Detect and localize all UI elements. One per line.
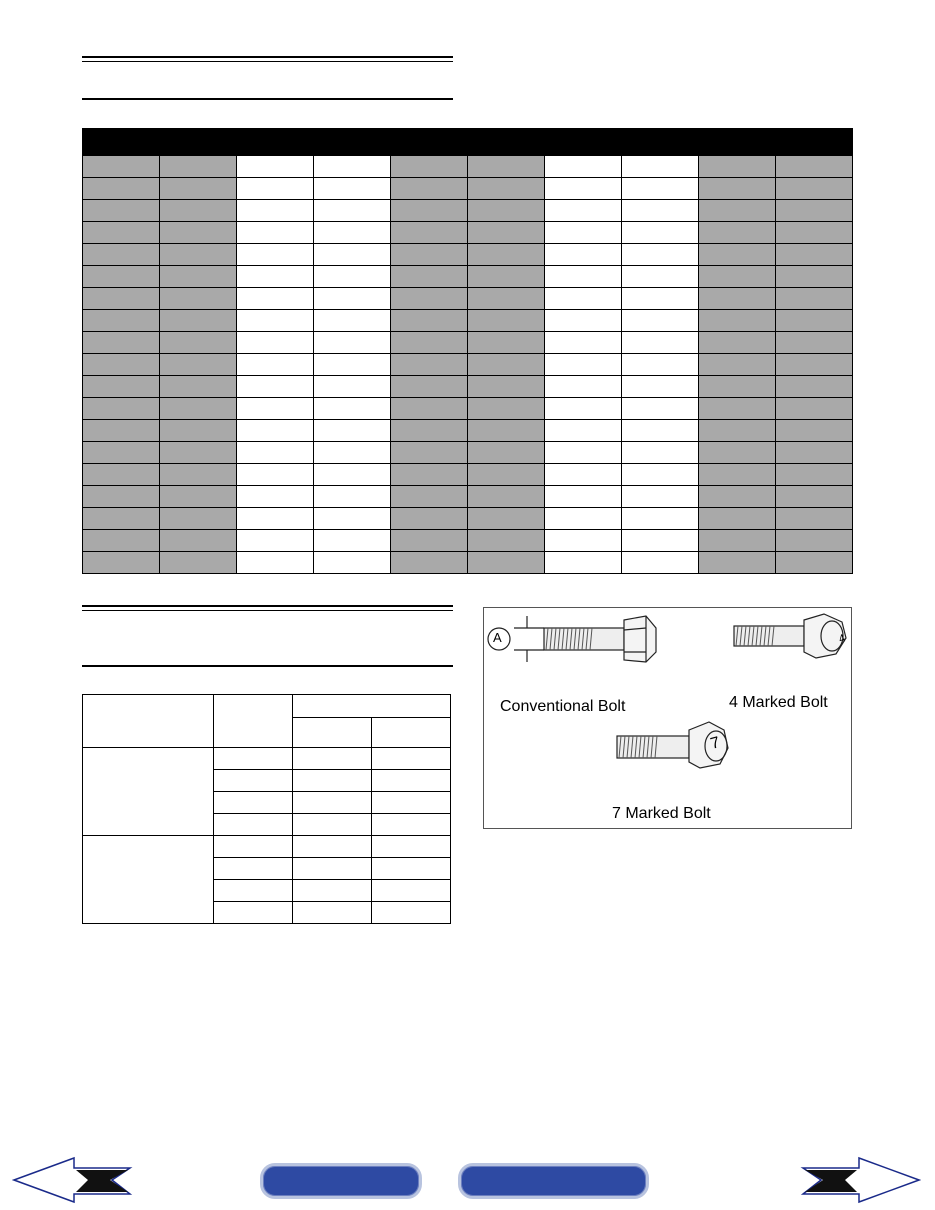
table-cell [622,398,699,420]
table-cell [391,244,468,266]
table-cell [314,178,391,200]
table-cell [83,288,160,310]
table-cell [622,222,699,244]
table-cell [314,464,391,486]
table-cell [160,420,237,442]
torque-cell [214,748,293,770]
conversion-table [82,128,853,574]
table-cell [699,288,776,310]
table-cell [545,332,622,354]
table-cell [237,310,314,332]
four-mark-glyph: 4 [837,632,847,646]
table-cell [237,420,314,442]
table-cell [468,266,545,288]
table-cell [545,266,622,288]
table-cell [160,200,237,222]
table-cell [468,156,545,178]
table-cell [699,508,776,530]
table-cell [391,332,468,354]
table-cell [314,420,391,442]
torque-cell [293,814,372,836]
table-cell [468,486,545,508]
table-cell [314,244,391,266]
conventional-bolt-label: Conventional Bolt [500,698,626,715]
table-cell [160,244,237,266]
table-cell [622,530,699,552]
table-cell [545,442,622,464]
table-cell [160,376,237,398]
table-cell [622,508,699,530]
table-cell [83,530,160,552]
table-cell [237,200,314,222]
table-cell [622,156,699,178]
table-cell [776,486,853,508]
table-cell [83,222,160,244]
torque-header-size [214,695,293,748]
table-cell [776,442,853,464]
table-cell [83,332,160,354]
table-cell [83,354,160,376]
torque-cell [214,792,293,814]
table-cell [545,310,622,332]
table-cell [237,266,314,288]
table-cell [776,464,853,486]
torque-cell [214,770,293,792]
header-cell [314,129,391,156]
table-cell [545,200,622,222]
table-cell [160,332,237,354]
table-cell [699,442,776,464]
table-cell [468,200,545,222]
table-cell [545,552,622,574]
table-cell [545,288,622,310]
torque-cell [372,814,451,836]
seven-mark-glyph: 7 [708,734,722,753]
table-cell [160,508,237,530]
dimension-a-label: A [493,630,502,645]
table-row [83,178,853,200]
table-cell [160,442,237,464]
header-cell [391,129,468,156]
table-cell [545,530,622,552]
table-cell [391,398,468,420]
table-cell [776,288,853,310]
table-cell [391,288,468,310]
header-cell [160,129,237,156]
table-cell [468,244,545,266]
table-cell [391,354,468,376]
table-cell [776,354,853,376]
table-cell [699,376,776,398]
table-cell [622,200,699,222]
table-cell [314,200,391,222]
table-cell [391,178,468,200]
torque-cell [214,858,293,880]
table-cell [391,486,468,508]
header-cell [83,129,160,156]
table-cell [160,486,237,508]
torque-cell [372,902,451,924]
table-cell [468,376,545,398]
conversion-table-header [83,129,853,156]
table-cell [83,156,160,178]
table-cell [776,530,853,552]
table-cell [468,398,545,420]
header-cell [468,129,545,156]
table-cell [391,376,468,398]
table-cell [160,310,237,332]
table-cell [83,200,160,222]
bolt-identification-figure [483,607,852,829]
torque-cell [372,836,451,858]
table-cell [699,310,776,332]
table-cell [545,354,622,376]
table-cell [545,420,622,442]
table-cell [314,508,391,530]
torque-cell [372,748,451,770]
table-cell [237,376,314,398]
table-row [83,508,853,530]
table-row [83,200,853,222]
table-cell [391,442,468,464]
table-cell [776,310,853,332]
table-row [83,266,853,288]
table-cell [314,486,391,508]
table-cell [391,200,468,222]
table-cell [160,266,237,288]
table-cell [699,552,776,574]
table-cell [699,398,776,420]
table-row [83,310,853,332]
table-cell [237,486,314,508]
nav-button-left[interactable] [260,1163,422,1199]
table-cell [237,442,314,464]
table-cell [160,178,237,200]
table-row [83,376,853,398]
top-double-rule-1 [82,56,453,58]
table-cell [699,420,776,442]
table-cell [314,288,391,310]
table-cell [468,508,545,530]
nav-button-right[interactable] [458,1163,649,1199]
table-cell [622,420,699,442]
table-cell [545,398,622,420]
table-cell [622,354,699,376]
table-row [83,486,853,508]
table-cell [237,288,314,310]
table-cell [83,486,160,508]
torque-section-rule [82,665,453,667]
table-row [83,530,853,552]
table-cell [699,156,776,178]
table-cell [83,178,160,200]
table-cell [699,222,776,244]
table-cell [83,442,160,464]
table-cell [314,398,391,420]
conversion-table-body [83,156,853,574]
torque-table [82,694,451,924]
table-cell [314,376,391,398]
top-double-rule-2 [82,61,453,62]
header-cell [699,129,776,156]
table-cell [776,156,853,178]
table-cell [468,464,545,486]
table-cell [468,288,545,310]
next-arrow-icon[interactable] [797,1156,921,1204]
table-cell [237,178,314,200]
table-cell [237,530,314,552]
table-cell [160,530,237,552]
table-cell [391,508,468,530]
table-cell [314,266,391,288]
table-row [83,552,853,574]
table-cell [391,420,468,442]
torque-cell [293,792,372,814]
seven-marked-bolt-label: 7 Marked Bolt [612,805,711,822]
table-cell [468,552,545,574]
table-cell [699,244,776,266]
table-cell [545,178,622,200]
table-cell [468,354,545,376]
table-cell [314,156,391,178]
table-cell [699,530,776,552]
table-cell [391,552,468,574]
table-cell [776,244,853,266]
header-cell [237,129,314,156]
table-row [83,398,853,420]
prev-arrow-icon[interactable] [12,1156,136,1204]
torque-cell [372,792,451,814]
table-cell [776,552,853,574]
torque-header-torque [293,695,451,718]
table-cell [314,530,391,552]
table-cell [776,332,853,354]
torque-cell [293,770,372,792]
table-cell [237,354,314,376]
torque-cell [214,814,293,836]
table-cell [776,178,853,200]
torque-header-unit-1 [293,718,372,748]
table-cell [468,442,545,464]
table-row [83,332,853,354]
header-cell [622,129,699,156]
torque-group-2 [83,836,214,924]
table-cell [699,266,776,288]
table-cell [776,398,853,420]
table-cell [699,354,776,376]
table-cell [160,354,237,376]
table-cell [160,398,237,420]
torque-header-type [83,695,214,748]
table-cell [237,552,314,574]
table-cell [699,200,776,222]
table-cell [699,178,776,200]
table-cell [468,420,545,442]
table-cell [699,464,776,486]
torque-double-rule-1 [82,605,453,607]
table-cell [83,266,160,288]
table-cell [237,156,314,178]
table-cell [776,200,853,222]
table-cell [314,354,391,376]
bolt-drawings [484,608,851,828]
table-cell [237,332,314,354]
torque-cell [214,902,293,924]
top-section-rule [82,98,453,100]
table-cell [391,310,468,332]
table-cell [160,288,237,310]
four-marked-bolt-drawing [734,614,846,658]
table-cell [237,464,314,486]
table-cell [391,222,468,244]
table-cell [83,376,160,398]
conventional-bolt-drawing [488,616,656,662]
table-cell [160,464,237,486]
table-cell [468,332,545,354]
table-cell [622,288,699,310]
table-row [83,464,853,486]
table-cell [545,508,622,530]
table-cell [545,244,622,266]
table-cell [776,376,853,398]
table-cell [776,420,853,442]
table-row [83,288,853,310]
table-cell [622,486,699,508]
table-cell [468,178,545,200]
table-cell [160,222,237,244]
table-cell [83,552,160,574]
table-cell [237,398,314,420]
torque-cell [372,880,451,902]
table-cell [314,442,391,464]
torque-cell [293,836,372,858]
table-cell [468,530,545,552]
torque-cell [293,858,372,880]
table-cell [622,464,699,486]
torque-group-1 [83,748,214,836]
table-cell [622,332,699,354]
table-cell [776,222,853,244]
table-row [83,354,853,376]
table-row [83,442,853,464]
table-cell [622,442,699,464]
table-cell [468,222,545,244]
table-cell [545,464,622,486]
table-cell [314,222,391,244]
table-cell [545,376,622,398]
header-cell [545,129,622,156]
table-cell [699,332,776,354]
four-marked-bolt-label: 4 Marked Bolt [729,694,828,711]
header-cell [776,129,853,156]
table-cell [391,156,468,178]
table-row [83,156,853,178]
table-cell [83,398,160,420]
torque-cell [293,902,372,924]
table-cell [468,310,545,332]
table-cell [622,266,699,288]
table-cell [622,178,699,200]
table-cell [83,420,160,442]
table-cell [83,244,160,266]
table-cell [83,310,160,332]
table-cell [314,332,391,354]
torque-header-unit-2 [372,718,451,748]
table-cell [622,552,699,574]
table-row [83,244,853,266]
table-row [83,222,853,244]
table-cell [391,530,468,552]
table-cell [545,156,622,178]
table-cell [160,552,237,574]
torque-cell [214,836,293,858]
table-cell [314,552,391,574]
table-cell [237,508,314,530]
table-row [83,420,853,442]
table-cell [391,266,468,288]
torque-cell [293,748,372,770]
table-cell [776,266,853,288]
table-cell [160,156,237,178]
table-cell [622,376,699,398]
torque-cell [372,858,451,880]
table-cell [622,244,699,266]
table-cell [83,508,160,530]
table-cell [699,486,776,508]
torque-cell [214,880,293,902]
table-cell [237,244,314,266]
table-cell [545,222,622,244]
table-cell [83,464,160,486]
table-cell [237,222,314,244]
table-cell [314,310,391,332]
torque-cell [372,770,451,792]
table-cell [545,486,622,508]
torque-cell [293,880,372,902]
table-cell [622,310,699,332]
table-cell [391,464,468,486]
table-cell [776,508,853,530]
torque-double-rule-2 [82,610,453,611]
